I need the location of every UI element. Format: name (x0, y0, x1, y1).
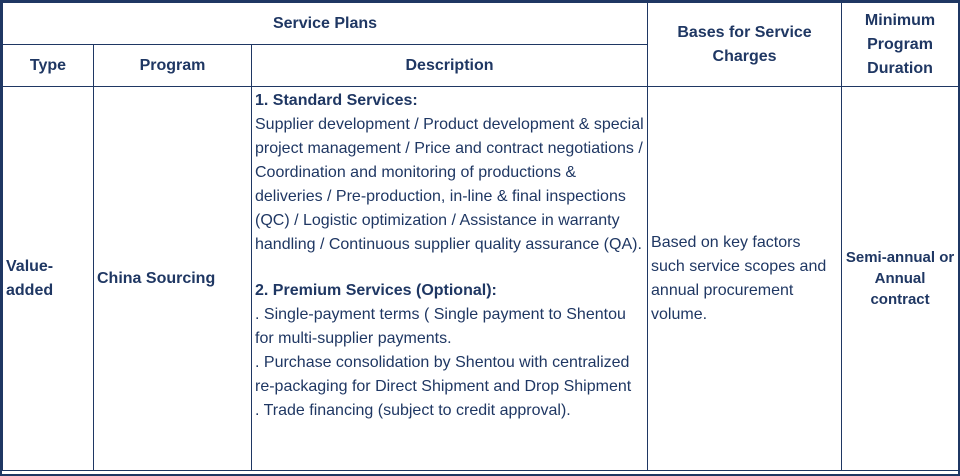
premium-item: . Single-payment terms ( Single payment to Shentou for multi-supplier payments. (255, 306, 626, 347)
cell-program: China Sourcing (94, 87, 252, 471)
header-bases-for-service-charges: Bases for Service Charges (648, 3, 842, 87)
premium-item: . Purchase consolidation by Shentou with centralized re-packaging for Direct Shipment and Drop Shipment (255, 354, 632, 395)
header-minimum-program-duration: Minimum Program Duration (842, 3, 959, 87)
cell-bases-for-service-charges: Based on key factors such service scopes and annual procurement volume. (648, 87, 842, 471)
cell-type: Value-added (3, 87, 94, 471)
cell-description (252, 87, 648, 471)
service-plans-table (2, 2, 959, 471)
header-service-plans: Service Plans (3, 3, 648, 45)
header-program: Program (94, 45, 252, 87)
standard-services-body: Supplier development / Product development & special project management / Price and contract negotiations / Coordination and monitoring of productions & deliveries / Pre-production, in-line & final inspections (QC) / Logistic optimization / Assistance in warranty handling / Continuous supplier quality assurance (QA). (255, 116, 644, 253)
premium-services-title: 2. Premium Services (Optional): (255, 282, 497, 299)
cell-minimum-program-duration: Semi-annual or Annual contract (842, 87, 959, 471)
standard-services-title: 1. Standard Services: (255, 92, 418, 109)
header-description: Description (252, 45, 648, 87)
premium-item: . Trade financing (subject to credit approval). (255, 402, 571, 419)
header-type: Type (3, 45, 94, 87)
